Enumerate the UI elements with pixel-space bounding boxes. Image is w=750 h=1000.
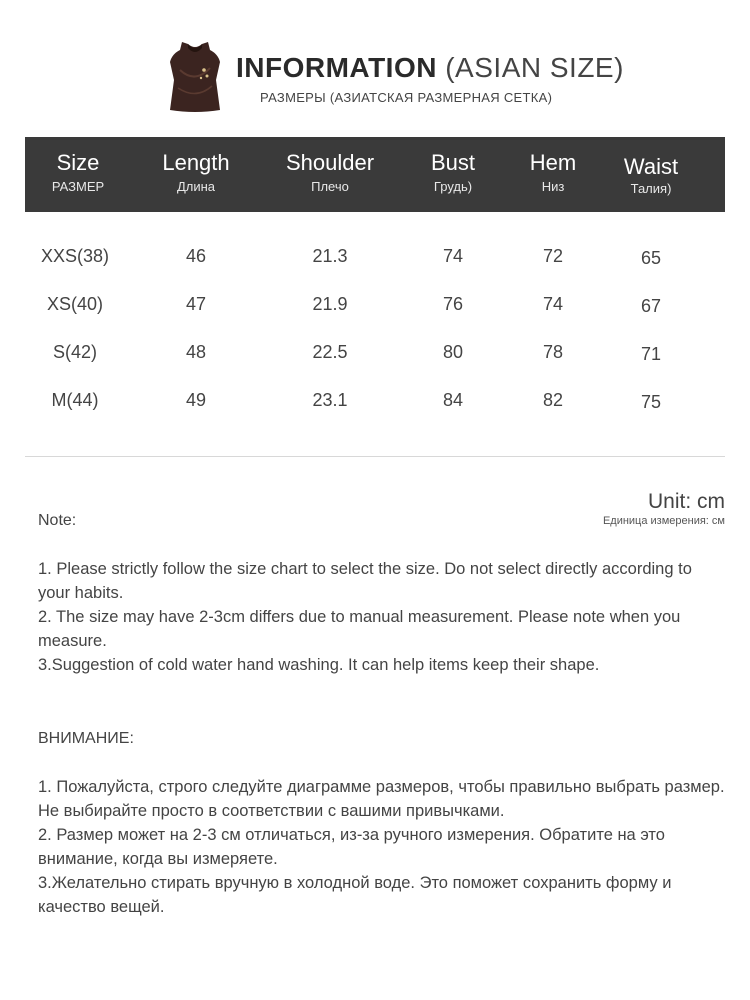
table-cell: 47 [185,294,207,314]
page-title [236,52,624,84]
col-waist-ru: Талия) [630,181,672,196]
page-subtitle: РАЗМЕРЫ (АЗИАТСКАЯ РАЗМЕРНАЯ СЕТКА) [260,90,553,105]
header [0,0,750,130]
note-item: 2. The size may have 2-3cm differs due to manual measurement. Please note when you measure. [38,608,681,650]
sleeveless-top-icon [166,40,224,112]
note-heading: Note: [38,512,77,529]
table-cell: 74 [542,294,564,314]
table-cell: 65 [640,248,662,268]
col-shoulder-ru: Плечо [311,179,349,194]
table-cell: 21.9 [312,294,348,314]
note-item: 3.Suggestion of cold water hand washing. It can help items keep their shape. [38,656,600,674]
col-size-en: Size [56,150,100,175]
col-length [146,137,246,212]
table-cell: XS(40) [46,294,104,314]
table-row [25,326,725,374]
notes-list-ru [38,775,728,919]
note-item-ru: 2. Размер может на 2-3 см отличаться, из-за ручного измерения. Обратите на это внимание, когда вы измеряете. [38,826,665,868]
table-cell: 46 [185,246,207,266]
col-bust-ru: Грудь) [433,179,473,194]
col-shoulder [275,137,385,212]
col-shoulder-en: Shoulder [285,150,375,175]
table-cell: M(44) [51,390,99,410]
table-cell: S(42) [52,342,97,362]
notes-list [38,557,718,677]
col-hem-en: Hem [529,150,577,175]
table-cell: 67 [640,296,662,316]
table-cell: 49 [185,390,207,410]
note-item-ru: 1. Пожалуйста, строго следуйте диаграмме размеров, чтобы правильно выбрать размер. Не выбирайте просто в соответствии с вашими привычками. [38,778,725,820]
table-cell: 23.1 [312,390,348,410]
col-length-en: Length [162,150,230,175]
col-waist-en: Waist [623,154,679,179]
table-cell: 71 [640,344,662,364]
unit-label-ru: Единица измерения: см [602,515,725,527]
table-cell: 74 [442,246,464,266]
col-hem-ru: Низ [541,179,565,194]
table-cell: 82 [542,390,564,410]
table-cell: 76 [442,294,464,314]
unit-label: Unit: cm [647,490,725,513]
table-cell: 22.5 [312,342,348,362]
table-cell: 21.3 [312,246,348,266]
divider [25,456,725,457]
table-cell: 78 [542,342,564,362]
note-item-ru: 3.Желательно стирать вручную в холодной воде. Это поможет сохранить форму и качество вещей. [38,874,672,916]
table-cell: 80 [442,342,464,362]
table-row [25,230,725,278]
title-bold: INFORMATION [236,52,437,83]
note-item: 1. Please strictly follow the size chart to select the size. Do not select directly according to your habits. [38,560,692,602]
col-waist [606,137,696,212]
col-bust [408,137,498,212]
table-cell: 84 [442,390,464,410]
size-table-header [25,137,725,212]
note-heading-ru: ВНИМАНИЕ: [38,730,134,747]
table-cell: 75 [640,392,662,412]
col-hem [508,137,598,212]
table-cell: 72 [542,246,564,266]
table-cell: 48 [185,342,207,362]
col-size [33,137,123,212]
table-cell: XXS(38) [40,246,110,266]
table-row [25,374,725,422]
col-length-ru: Длина [176,179,216,194]
col-bust-en: Bust [430,150,476,175]
title-light: (ASIAN SIZE) [445,52,624,83]
table-row [25,278,725,326]
col-size-ru: РАЗМЕР [51,179,105,194]
